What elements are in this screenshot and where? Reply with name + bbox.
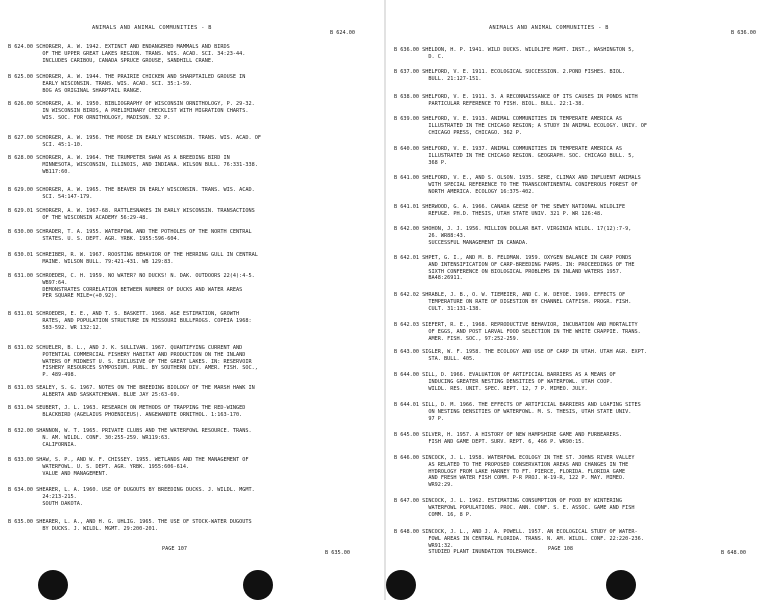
entry-text-line: VALUE AND MANAGEMENT. [42,470,108,477]
entry-code: B 647.00 [394,498,419,504]
entry-text-line: COMM. 16, 8 P. [428,511,473,518]
entry-text-line: MAINE. WILSON BULL. 79:421-431. WB 129:83. [42,258,174,265]
entry-text-line: SHELFORD, V. E., AND S. OLSON. 1935. SERE, CLIMAX AND INFLUENT ANIMALS [422,175,641,181]
entry-text-line: WATERFOWL POPULATIONS. PROC. ANN. CONF. S. E. ASSOC. GAME AND FISH [428,504,635,511]
bibliography-entry [8,405,378,419]
entry-code: B 629.00 [8,187,33,193]
entry-text-line: SCHORGER, A. W. 1944. THE PRAIRIE CHICKEN AND SHARPTAILED GROUSE IN [36,74,246,80]
entry-text-line: SCHORGER, A. W. 1965. THE BEAVER IN EARLY WISCONSIN. TRANS. WIS. ACAD. [36,187,255,193]
bibliography-entry [394,455,773,489]
entry-text-line: PARTICULAR REFERENCE TO FISH. BIOL. BULL. 22:1-38. [428,100,585,107]
bibliography-entry [8,229,378,243]
entry-text-line: SUCCESSFUL MANAGEMENT IN CANADA. [428,239,529,246]
entry-code: B 633.00 [8,457,33,463]
entry-text-line: FOWL AREAS IN CENTRAL FLORIDA. TRANS. N. AM. WILDL. CONF. 22:220-236. [428,535,644,542]
bibliography-entry [394,116,773,136]
left-header-title: ANIMALS AND ANIMAL COMMUNITIES - B [92,25,212,31]
entry-code: B 634.00 [8,487,33,493]
entry-text-line: SIXTH CONFERENCE ON BIOLOGICAL PROBLEMS IN INLAND WATERS 1957. [428,268,622,275]
entry-code: B 631.02 [8,345,33,351]
entry-text-line: WATERFOWL. U. S. DEPT. AGR. YRBK. 1955:606-614. [42,463,190,470]
entry-text-line: STA. BULL. 405. [428,355,476,362]
entry-text-line: WIS. SOC. FOR ORNITHOLOGY, MADISON. 32 P. [42,114,171,121]
entry-text-line: SHELFORD, V. E. 1937. ANIMAL COMMUNITIES IN TEMPERATE AMERICA AS [422,146,623,152]
entry-text-line: SCHREIBER, R. W. 1967. ROOSTING BEHAVIOR OF THE HERRING GULL IN CENTRAL [36,252,258,258]
entry-text-line: ILLUSTRATED IN THE CHICAGO REGION; A STUDY IN ANIMAL ECOLOGY. UNIV. OF [428,122,647,129]
entry-text-line: OF THE UPPER GREAT LAKES REGION. TRANS. WIS. ACAD. SCI. 34:23-44. [42,50,246,57]
entry-text-line: SHANNON, W. T. 1965. PRIVATE CLUBS AND THE WATERFOWL RESOURCE. TRANS. [36,428,252,434]
binder-hole [38,570,68,600]
entry-text-line: SHOHON, J. J. 1956. MILLION DOLLAR BAT. VIRGINIA WILDL. 17(12):7-9, [422,226,632,232]
entry-text-line: WR91:32. [428,542,454,549]
entry-text-line: AND INTENSIFICATION OF CARP-BREEDING FARMS. IN: PROCEEDINGS OF THE [428,261,635,268]
bibliography-entry [8,135,378,149]
entry-text-line: HYDROLOGY FROM LAKE HARNEY TO FT. PIERCE, FLORIDA. FLORIDA GAME [428,468,626,475]
entry-code: B 631.03 [8,385,33,391]
bibliography-entry [394,47,773,61]
entry-text-line: INCLUDES CARIBOU, CANADA SPRUCE GROUSE, SANDHILL CRANE. [42,57,215,64]
entry-code: B 625.00 [8,74,33,80]
entry-text-line: SIEFERT, R. E., 1968. REPRODUCTIVE BEHAVIOR, INCUBATION AND MORTALITY [422,322,638,328]
bibliography-entry [394,432,773,446]
entry-code: B 642.03 [394,322,419,328]
right-page [386,0,779,600]
entry-text-line: FISHERY RESOURCES SYMPOSIUM. PUBL. BY SOUTHERN DIV. AMER. FISH. SOC., [42,365,258,372]
entry-text-line: OF EGGS, AND POST LARVAL FOOD SELECTION IN THE WHITE CRAPPIE. TRANS. [428,328,641,335]
entry-text-line: BULL. 21:127-151. [428,75,482,82]
entry-text-line: AMER. FISH. SOC., 97:252-259. [428,335,519,342]
entry-code: B 642.01 [394,255,419,261]
bibliography-entry [394,69,773,83]
entry-text-line: SHPET, G. I., AND M. B. FELDMAN. 1959. OXYGEN BALANCE IN CARP PONDS [422,255,632,261]
entry-code: B 630.01 [8,252,33,258]
entry-code: B 644.01 [394,402,419,408]
entry-code: B 632.00 [8,428,33,434]
entry-text-line: EARLY WISCONSIN. TRANS. WIS. ACAD. SCI. 35:1-59. [42,80,193,87]
entry-text-line: REFUGE. PH.D. THESIS, UTAH STATE UNIV. 321 P. WR 126:48. [428,210,604,217]
entry-text-line: STUDIED PLANT INUNDATION TOLERANCE. [428,549,538,556]
entry-text-line: BOG AS ORIGINAL SHARPTAIL RANGE. [42,87,143,94]
bibliography-entry [394,402,773,422]
entry-text-line: SCHROEDER, E. E., AND T. S. BASKETT. 1968. AGE ESTIMATION, GROWTH [36,311,240,317]
entry-text-line: SCHRADER, T. A. 1955. WATERFOWL AND THE POTHOLES OF THE NORTH CENTRAL [36,229,252,235]
entry-text-line: SHELFORD, V. E. 1913. ANIMAL COMMUNITIES IN TEMPERATE AMERICA AS [422,116,623,122]
entry-text-line: BLACKBIRD (AGELAIUS PHOENICEUS). ANGEWANDTE ORNITHOL. 1:163-170. [42,411,243,418]
entry-text-line: BA48:26911. [428,275,463,282]
entry-text-line: SCI. 45:1-10. [42,141,83,148]
entry-text-line: SCHUELER, B. L., AND J. K. SULLIVAN. 1967. QUANTIFYING CURRENT AND [36,345,243,351]
entry-text-line: SHEARER, L. A., AND H. G. UHLIG. 1965. THE USE OF STOCK-WATER DUGOUTS [36,519,252,525]
entry-code: B 624.00 [8,44,33,50]
bibliography-entry [8,187,378,201]
entry-text-line: SINCOCK, J. L. 1958. WATERFOWL ECOLOGY IN THE ST. JOHNS RIVER VALLEY [422,455,635,461]
entry-text-line: CALIFORNIA. [42,441,77,448]
entry-text-line: SHELFORD, V. E. 1911. 3. A RECONNAISSANCE OF ITS CAUSES IN PONDS WITH [422,94,638,100]
bibliography-entry [8,345,378,379]
binder-hole [386,570,416,600]
bibliography-entry [8,428,378,448]
entry-text-line: SIGLER, W. F. 1958. THE ECOLOGY AND USE OF CARP IN UTAH. UTAH AGR. EXPT. [422,349,647,355]
entry-text-line: AS RELATED TO THE PROPOSED CONSERVATION AREAS AND CHANGES IN THE [428,461,629,468]
entry-text-line: RATES, AND POPULATION STRUCTURE IN MISSOURI BULLFROGS. COPEIA 1968: [42,317,252,324]
entry-text-line: SHEARER, L. A. 1960. USE OF DUGOUTS BY BREEDING DUCKS. J. WILDL. MGMT. [36,487,255,493]
entry-code: B 636.00 [394,47,419,53]
binder-hole [606,570,636,600]
entry-text-line: SINCOCK, J. L., AND J. A. POWELL. 1957. AN ECOLOGICAL STUDY OF WATER- [422,529,638,535]
entry-code: B 646.00 [394,455,419,461]
entry-text-line: SCHORGER, A. W. 1956. THE MOOSE IN EARLY WISCONSIN. TRANS. WIS. ACAD. OF [36,135,261,141]
bibliography-entry [394,255,773,282]
entry-text-line: CULT. 31:131-138. [428,305,482,312]
bibliography-entry [394,372,773,392]
entry-text-line: SOUTH DAKOTA. [42,500,83,507]
bibliography-entry [8,74,378,94]
bibliography-entry [394,498,773,518]
entry-text-line: INDUCING GREATER NESTING DENSITIES OF WATERFOWL. UTAH COOP. [428,378,613,385]
entry-code: B 628.00 [8,155,33,161]
entry-code: B 631.01 [8,311,33,317]
right-footer-code: B 648.00 [721,550,746,556]
entry-text-line: OF THE WISCONSIN ACADEMY 56:29-48. [42,214,149,221]
entry-text-line: POTENTIAL COMMERCIAL FISHERY HABITAT AND PRODUCTION ON THE INLAND [42,351,246,358]
entry-text-line: 24:213-215. [42,493,77,500]
bibliography-entry [394,94,773,108]
entry-text-line: SHRABLE, J. B., O. W. TIEMEIER, AND C. W. DEYOE. 1969. EFFECTS OF [422,292,626,298]
entry-text-line: DEMONSTRATES CORRELATION BETWEEN NUMBER OF DUCKS AND WATER AREAS [42,286,243,293]
entry-code: B 642.02 [394,292,419,298]
entry-code: B 626.00 [8,101,33,107]
entry-code: B 629.01 [8,208,33,214]
bibliography-entry [8,101,378,121]
entry-code: B 644.00 [394,372,419,378]
entry-code: B 640.00 [394,146,419,152]
bibliography-entry [8,311,378,331]
entry-code: B 631.00 [8,273,33,279]
bibliography-entry [8,155,378,175]
bibliography-entry [394,529,773,556]
bibliography-entry [8,519,378,533]
entry-text-line: WR92:29. [428,482,454,489]
bibliography-entry [8,273,378,300]
entry-text-line: SCHROEDER, C. H. 1959. NO WATER? NO DUCKS! N. DAK. OUTDOORS 22(4):4-5. [36,273,255,279]
left-page [0,0,384,600]
right-footer-page-number: PAGE 108 [548,546,573,552]
bibliography-entry [8,385,378,399]
entry-text-line: SCHORGER, A. W. 1942. EXTINCT AND ENDANGERED MAMMALS AND BIRDS [36,44,230,50]
entry-code: B 645.00 [394,432,419,438]
entry-text-line: STATES. U. S. DEPT. AGR. YRBK. 1955:596-604. [42,235,180,242]
entry-text-line: SILL, D. M. 1966. THE EFFECTS OF ARTIFICIAL BARRIERS AND LOAFING SITES [422,402,641,408]
entry-code: B 627.00 [8,135,33,141]
entry-text-line: ILLUSTRATED IN THE CHICAGO REGION. GEOGRAPH. SOC. CHICAGO BULL. 5, [428,152,635,159]
entry-text-line: SHELFORD, V. E. 1911. ECOLOGICAL SUCCESSION. 2.POND FISHES. BIOL. [422,69,626,75]
entry-code: B 648.00 [394,529,419,535]
entry-text-line: NORTH AMERICA. ECOLOGY 16:375-402. [428,188,535,195]
entry-text-line: WB117:60. [42,168,71,175]
entry-text-line: 26. WR88:43. [428,232,466,239]
entry-text-line: WILDL. RES. UNIT. SPEC. REPT. 12, 7 P. MIMEO. JULY. [428,385,588,392]
bibliography-entry [394,204,773,218]
entry-text-line: P. 489-498. [42,372,77,379]
entry-text-line: N. AM. WILDL. CONF. 30:255-259. WR119:63. [42,434,171,441]
entry-text-line: SHELDON, H. P. 1941. WILD DUCKS. WILDLIFE MGMT. INST., WASHINGTON 5, [422,47,635,53]
bibliography-entry [8,457,378,477]
entry-code: B 643.00 [394,349,419,355]
entry-code: B 638.00 [394,94,419,100]
left-footer-page-number: PAGE 107 [162,546,187,552]
entry-text-line: WB97:64. [42,279,68,286]
left-footer-code: B 635.00 [325,550,350,556]
entry-text-line: SHAW, S. P., AND W. F. CHISSEY. 1955. WETLANDS AND THE MANAGEMENT OF [36,457,249,463]
entry-code: B 635.00 [8,519,33,525]
entry-text-line: SCI. 54:147-179. [42,193,93,200]
entry-text-line: D. C. [428,53,444,60]
bibliography-entry [8,44,378,64]
entry-text-line: WATERS OF MIDWEST U. S. EXCLUSIVE OF THE GREAT LAKES. IN: RESERVOIR [42,358,252,365]
entry-text-line: SEALEY, S. G. 1967. NOTES ON THE BREEDING BIOLOGY OF THE MARSH HAWK IN [36,385,255,391]
bibliography-entry [394,146,773,166]
entry-text-line: ON NESTING DENSITIES OF WATERFOWL. M. S. THESIS, UTAH STATE UNIV. [428,408,632,415]
entry-text-line: 97 P. [428,415,444,422]
entry-text-line: IN WISCONSIN BIRDS, A PRELIMINARY CHECKLIST WITH MIGRATION CHARTS. [42,107,249,114]
entry-code: B 639.00 [394,116,419,122]
binder-hole [243,570,273,600]
entry-text-line: BY DUCKS. J. WILDL. MGMT. 29:200-201. [42,525,158,532]
bibliography-entry [8,252,378,266]
bibliography-entry [394,226,773,246]
entry-text-line: TEMPERATURE ON RATE OF DIGESTION BY CHANNEL CATFISH. PROGR. FISH. [428,298,632,305]
bibliography-entry [8,487,378,507]
entry-text-line: SEUBERT, J. L. 1963. RESEARCH ON METHODS OF TRAPPING THE RED-WINGED [36,405,246,411]
entry-text-line: 583-592. WR 132:12. [42,324,102,331]
entry-code: B 637.00 [394,69,419,75]
entry-text-line: AND FRESH WATER FISH COMM. P-R PROJ. W-19-R, 122 P. MAY. MIMEO. [428,475,626,482]
bibliography-entry [394,349,773,363]
bibliography-entry [394,175,773,195]
entry-text-line: SCHORGER, A. W. 1967-68. RATTLESNAKES IN EARLY WISCONSIN. TRANSACTIONS [36,208,255,214]
right-header-title: ANIMALS AND ANIMAL COMMUNITIES - B [489,25,609,31]
entry-code: B 630.00 [8,229,33,235]
entry-code: B 631.04 [8,405,33,411]
entry-text-line: SCHORGER, A. W. 1950. BIBLIOGRAPHY OF WISCONSIN ORNITHOLOGY, P. 29-32. [36,101,255,107]
entry-text-line: SINCOCK, J. L. 1962. ESTIMATING CONSUMPTION OF FOOD BY WINTERING [422,498,623,504]
entry-text-line: FISH AND GAME DEPT. SURV. REPT. 6, 466 P. WR90:15. [428,438,585,445]
bibliography-entry [8,208,378,222]
left-header-code: B 624.00 [330,30,355,36]
entry-code: B 641.00 [394,175,419,181]
entry-text-line: SILL, D. 1966. EVALUATION OF ARTIFICIAL BARRIERS AS A MEANS OF [422,372,616,378]
right-header-code: B 636.00 [731,30,756,36]
entry-text-line: 368 P. [428,159,448,166]
entry-text-line: SCHORGER, A. W. 1964. THE TRUMPETER SWAN AS A BREEDING BIRD IN [36,155,230,161]
entry-text-line: MINNESOTA, WISCONSIN, ILLINOIS, AND INDIANA. WILSON BULL. 76:331-338. [42,161,258,168]
entry-text-line: SILVER, H. 1957. A HISTORY OF NEW HAMPSHIRE GAME AND FURBEARERS. [422,432,623,438]
entry-text-line: PER SQUARE MILE=(+0.92). [42,293,118,300]
entry-code: B 641.01 [394,204,419,210]
entry-code: B 642.00 [394,226,419,232]
bibliography-entry [394,322,773,342]
entry-text-line: ALBERTA AND SASKATCHEWAN. BLUE JAY 25:63-69. [42,391,180,398]
entry-text-line: WITH SPECIAL REFERENCE TO THE TRANSCONTINENTAL CONIFEROUS FOREST OF [428,181,638,188]
entry-text-line: SHERWOOD, G. A. 1966. CANADA GEESE OF THE SEWEY NATIONAL WILDLIFE [422,204,626,210]
bibliography-entry [394,292,773,312]
entry-text-line: CHICAGO PRESS, CHICAGO. 362 P. [428,129,523,136]
